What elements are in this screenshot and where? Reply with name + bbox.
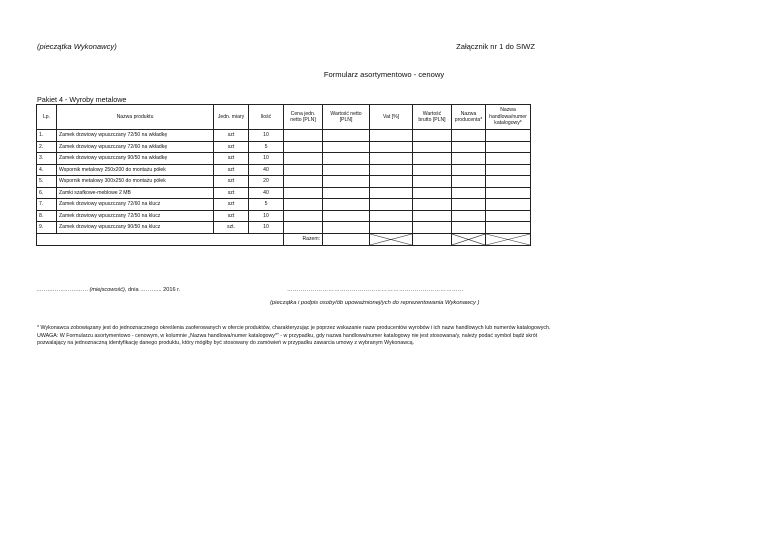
row-producer-name-cell[interactable] (452, 141, 486, 153)
col-product-name: Nazwa produktu (57, 105, 214, 130)
row-trade-name-cell[interactable] (486, 141, 531, 153)
row-lp: 9. (37, 222, 57, 234)
col-net-value (323, 105, 370, 130)
row-trade-name-cell[interactable] (486, 222, 531, 234)
row-gross-value-cell[interactable] (413, 210, 452, 222)
row-gross-value-cell[interactable] (413, 164, 452, 176)
place-date-line (36, 287, 180, 293)
table-row (37, 176, 531, 188)
total-gross-value-cell[interactable] (413, 233, 452, 245)
col-unit-net-price-line1: Cena jedn. (290, 110, 316, 117)
row-producer-name-cell[interactable] (452, 153, 486, 165)
col-net-value-line2: [PLN] (339, 117, 353, 123)
row-net-value-cell[interactable] (323, 130, 370, 142)
cross-out-mark (452, 234, 485, 245)
row-unit-net-price-cell[interactable] (284, 176, 323, 188)
row-gross-value-cell[interactable] (413, 222, 452, 234)
row-vat-cell[interactable] (370, 210, 413, 222)
row-product-name: Zamek drzwiowy wpuszczany 90/50 na wkładkę (57, 153, 214, 165)
row-quantity: 40 (249, 164, 284, 176)
row-unit: szt. (214, 222, 249, 234)
row-producer-name-cell[interactable] (452, 199, 486, 211)
row-product-name: Zamek drzwiowy wpuszczany 72/50 na klucz (57, 210, 214, 222)
row-net-value-cell[interactable] (323, 164, 370, 176)
total-row (37, 233, 531, 245)
row-lp: 2. (37, 141, 57, 153)
table-header-row (37, 105, 531, 130)
row-vat-cell[interactable] (370, 141, 413, 153)
row-product-name: Wspornik metalowy 250x200 do montażu półek (57, 164, 214, 176)
row-lp: 4. (37, 164, 57, 176)
row-trade-name-cell[interactable] (486, 187, 531, 199)
row-unit-net-price-cell[interactable] (284, 130, 323, 142)
row-producer-name-cell[interactable] (452, 130, 486, 142)
row-unit-net-price-cell[interactable] (284, 222, 323, 234)
footnote-line-1: * Wykonawca zobowiązany jest do jednoznacznego określenia zaoferowanych w ofercie produktów, charakteryzując je poprzez wskazanie nazw producentów wyrobów i ich nazw handlowych lub numerów katalogowych. (37, 325, 551, 331)
row-trade-name-cell[interactable] (486, 199, 531, 211)
row-quantity: 10 (249, 153, 284, 165)
row-gross-value-cell[interactable] (413, 187, 452, 199)
row-trade-name-cell[interactable] (486, 176, 531, 188)
col-quantity: Ilość (249, 105, 284, 130)
place-dots: ………………………. (36, 287, 88, 293)
row-quantity: 20 (249, 176, 284, 188)
row-trade-name-cell[interactable] (486, 153, 531, 165)
row-quantity: 10 (249, 130, 284, 142)
total-trade-name-crossed-cell (486, 233, 531, 245)
row-vat-cell[interactable] (370, 222, 413, 234)
row-producer-name-cell[interactable] (452, 164, 486, 176)
total-row-spacer (37, 233, 284, 245)
col-lp: Lp. (37, 105, 57, 130)
row-lp: 5. (37, 176, 57, 188)
price-form-table (36, 104, 531, 246)
place-label: (miejscowość) (89, 287, 125, 293)
row-producer-name-cell[interactable] (452, 222, 486, 234)
row-unit-net-price-cell[interactable] (284, 187, 323, 199)
row-trade-name-cell[interactable] (486, 210, 531, 222)
col-producer-name-line2: producenta* (454, 117, 483, 123)
table-row (37, 210, 531, 222)
row-producer-name-cell[interactable] (452, 210, 486, 222)
col-trade-name (486, 105, 531, 130)
row-lp: 7. (37, 199, 57, 211)
row-unit: szt (214, 210, 249, 222)
row-vat-cell[interactable] (370, 164, 413, 176)
row-trade-name-cell[interactable] (486, 130, 531, 142)
row-gross-value-cell[interactable] (413, 199, 452, 211)
footnote-line-2: UWAGA: W Formularzu asortymentowo - cenowym, w kolumnie „Nazwa handlowa/numer katalogowy*” - w przypadku, gdy nazwa handlowa/numer katalogowy nie jest stosowana/y, należy podać symbol bądź skrót pozwalający na jednoznaczną identyfikację danego produktu, który mógłby być stosowany do zamówień w przypadku zawarcia umowy z wybranym Wykonawcą. (37, 332, 538, 347)
total-vat-crossed-cell (370, 233, 413, 245)
signature-dots: ……………………………………………………………………………… (287, 287, 464, 293)
row-gross-value-cell[interactable] (413, 141, 452, 153)
row-product-name: Zamek drzwiowy wpuszczany 72/50 na wkładkę (57, 130, 214, 142)
col-gross-value (413, 105, 452, 130)
row-unit: szt (214, 164, 249, 176)
col-unit: Jedn. miary (214, 105, 249, 130)
table-row (37, 130, 531, 142)
table-row (37, 164, 531, 176)
row-net-value-cell[interactable] (323, 210, 370, 222)
row-unit-net-price-cell[interactable] (284, 210, 323, 222)
row-producer-name-cell[interactable] (452, 187, 486, 199)
row-quantity: 40 (249, 187, 284, 199)
row-unit: szt (214, 187, 249, 199)
row-quantity: 5 (249, 199, 284, 211)
row-gross-value-cell[interactable] (413, 153, 452, 165)
row-lp: 3. (37, 153, 57, 165)
row-gross-value-cell[interactable] (413, 130, 452, 142)
row-lp: 6. (37, 187, 57, 199)
row-net-value-cell[interactable] (323, 153, 370, 165)
row-quantity: 5 (249, 141, 284, 153)
attachment-label: Załącznik nr 1 do SIWZ (456, 42, 535, 51)
row-product-name: Zamek drzwiowy wpuszczany 72/60 na wkładkę (57, 141, 214, 153)
signature-label: (pieczątka i podpis osoby/ób upoważnionej/ych do reprezentowania Wykonawcy ) (270, 300, 480, 306)
row-quantity: 10 (249, 210, 284, 222)
row-unit: szt (214, 141, 249, 153)
row-product-name: Zamek drzwiowy wpuszczany 90/50 na klucz (57, 222, 214, 234)
table-row (37, 153, 531, 165)
row-unit-net-price-cell[interactable] (284, 164, 323, 176)
total-producer-crossed-cell (452, 233, 486, 245)
row-product-name: Zamki szafkowe-meblowe 2 MB (57, 187, 214, 199)
col-net-value-line1: Wartość netto (330, 110, 362, 117)
row-lp: 8. (37, 210, 57, 222)
table-row (37, 141, 531, 153)
col-gross-value-line2: brutto [PLN] (418, 117, 446, 123)
row-gross-value-cell[interactable] (413, 176, 452, 188)
row-vat-cell[interactable] (370, 199, 413, 211)
date-text: , dnia ………... 2016 r. (124, 287, 181, 293)
row-lp: 1. (37, 130, 57, 142)
row-vat-cell[interactable] (370, 153, 413, 165)
col-producer-name-line1: Nazwa (460, 110, 477, 117)
col-trade-name-line3: katalogowy* (494, 120, 522, 127)
col-vat: Vat [%] (370, 105, 413, 130)
cross-out-mark (370, 234, 412, 245)
row-unit-net-price-cell[interactable] (284, 141, 323, 153)
row-net-value-cell[interactable] (323, 141, 370, 153)
package-title: Pakiet 4 - Wyroby metalowe (37, 95, 127, 104)
col-producer-name (452, 105, 486, 130)
row-vat-cell[interactable] (370, 187, 413, 199)
row-net-value-cell[interactable] (323, 199, 370, 211)
col-unit-net-price-line2: netto [PLN] (290, 117, 316, 123)
row-unit-net-price-cell[interactable] (284, 199, 323, 211)
col-trade-name-line2: handlowa/numer (489, 113, 527, 120)
col-gross-value-line1: Wartość (422, 110, 442, 117)
row-net-value-cell[interactable] (323, 187, 370, 199)
row-vat-cell[interactable] (370, 130, 413, 142)
cross-out-mark (486, 234, 530, 245)
total-label: Razem: (284, 233, 323, 245)
table-row (37, 187, 531, 199)
row-net-value-cell[interactable] (323, 222, 370, 234)
row-unit: szt (214, 130, 249, 142)
form-title: Formularz asortymentowo - cenowy (323, 70, 445, 79)
table-row (37, 222, 531, 234)
col-unit-net-price (284, 105, 323, 130)
row-quantity: 10 (249, 222, 284, 234)
row-unit-net-price-cell[interactable] (284, 153, 323, 165)
table-row (37, 199, 531, 211)
row-vat-cell[interactable] (370, 176, 413, 188)
total-net-value-cell[interactable] (323, 233, 370, 245)
row-trade-name-cell[interactable] (486, 164, 531, 176)
row-unit: szt (214, 153, 249, 165)
row-net-value-cell[interactable] (323, 176, 370, 188)
row-producer-name-cell[interactable] (452, 176, 486, 188)
col-trade-name-line1: Nazwa (500, 107, 516, 114)
contractor-stamp-label: (pieczątka Wykonawcy) (37, 42, 117, 51)
row-product-name: Wspornik metalowy 300x250 do montażu półek (57, 176, 214, 188)
footnote (37, 325, 557, 348)
row-unit: szt (214, 199, 249, 211)
row-product-name: Zamek drzwiowy wpuszczany 72/60 na klucz (57, 199, 214, 211)
row-unit: szt (214, 176, 249, 188)
